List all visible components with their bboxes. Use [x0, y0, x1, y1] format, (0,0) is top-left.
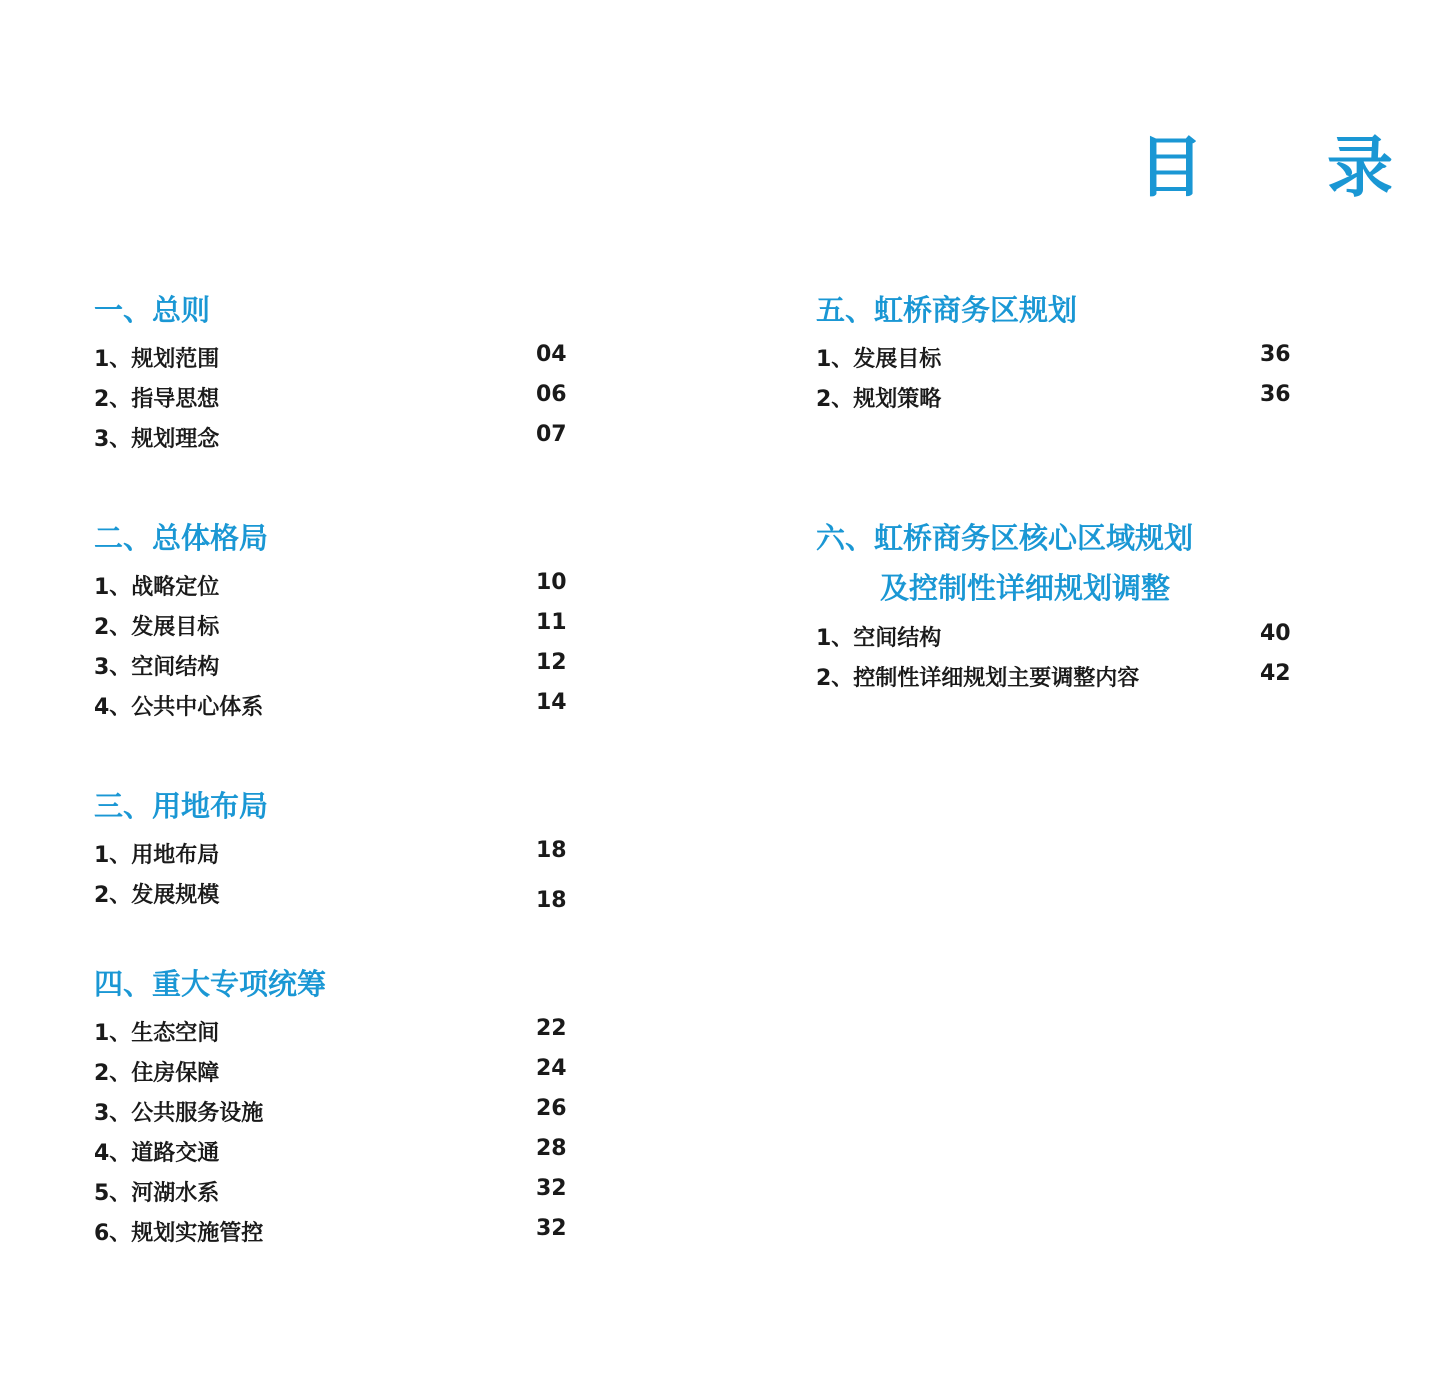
toc-entry-page: 28 [536, 1136, 567, 1161]
toc-entry-label: 3、空间结构 [94, 655, 220, 680]
toc-list [94, 570, 567, 733]
toc-entry-page: 14 [536, 690, 567, 715]
toc-entry-label: 1、空间结构 [816, 626, 942, 651]
toc-entry-label: 3、公共服务设施 [94, 1101, 264, 1126]
toc-entry-page: 11 [536, 610, 567, 635]
toc-entry-page: 26 [536, 1096, 567, 1121]
toc-entry[interactable] [94, 342, 567, 385]
toc-entry[interactable] [94, 1136, 567, 1179]
toc-entry-page: 32 [536, 1216, 567, 1241]
toc-entry-label: 4、道路交通 [94, 1141, 220, 1166]
toc-entry-page: 07 [536, 422, 567, 447]
toc-entry-label: 2、指导思想 [94, 387, 220, 412]
toc-entry-label: 2、住房保障 [94, 1061, 220, 1086]
toc-entry-page: 12 [536, 650, 567, 675]
toc-entry[interactable] [816, 382, 1291, 425]
toc-list [94, 1016, 567, 1259]
toc-entry[interactable] [94, 610, 567, 653]
toc-section-1 [94, 292, 567, 465]
toc-entry-page: 18 [536, 888, 567, 913]
toc-entry-page: 10 [536, 570, 567, 595]
section-heading-continuation: 及控制性详细规划调整 [880, 571, 1171, 605]
toc-entry-label: 1、战略定位 [94, 575, 220, 600]
toc-entry[interactable] [816, 621, 1291, 664]
toc-entry-page: 36 [1260, 382, 1291, 407]
toc-entry[interactable] [94, 1016, 567, 1059]
toc-entry-label: 2、规划策略 [816, 387, 942, 412]
toc-entry[interactable] [94, 881, 567, 921]
section-heading-line: 六、虹桥商务区核心区域规划 [816, 521, 1194, 555]
toc-list [816, 342, 1291, 425]
toc-entry-label: 6、规划实施管控 [94, 1221, 264, 1246]
toc-entry-label: 2、发展规模 [94, 883, 220, 908]
toc-entry-page: 06 [536, 382, 567, 407]
toc-entry-page: 42 [1260, 661, 1291, 686]
toc-entry-label: 1、发展目标 [816, 347, 942, 372]
toc-entry-page: 24 [536, 1056, 567, 1081]
toc-entry-label: 4、公共中心体系 [94, 695, 264, 720]
toc-entry[interactable] [94, 1056, 567, 1099]
toc-entry-page: 36 [1260, 342, 1291, 367]
toc-entry[interactable] [816, 342, 1291, 385]
toc-entry[interactable] [94, 1096, 567, 1139]
toc-entry-page: 40 [1260, 621, 1291, 646]
toc-entry[interactable] [94, 1176, 567, 1219]
toc-section-4 [94, 966, 567, 1259]
toc-entry[interactable] [94, 690, 567, 733]
toc-list [94, 838, 567, 921]
toc-list [816, 621, 1291, 704]
section-heading: 一、总则 [94, 293, 211, 327]
page-title: 目 录 [1138, 129, 1443, 206]
toc-entry[interactable] [94, 650, 567, 693]
section-heading: 四、重大专项统筹 [94, 967, 327, 1001]
section-heading: 二、总体格局 [94, 521, 269, 555]
toc-section-3 [94, 788, 567, 921]
toc-entry[interactable] [94, 838, 567, 881]
section-heading: 三、用地布局 [94, 789, 269, 823]
toc-list [94, 342, 567, 465]
toc-entry[interactable] [94, 570, 567, 613]
toc-entry-page: 22 [536, 1016, 567, 1041]
toc-entry-page: 04 [536, 342, 567, 367]
toc-entry-label: 3、规划理念 [94, 427, 220, 452]
toc-entry[interactable] [816, 661, 1291, 704]
toc-entry-label: 5、河湖水系 [94, 1181, 220, 1206]
toc-entry[interactable] [94, 1216, 567, 1259]
toc-entry-label: 1、生态空间 [94, 1021, 220, 1046]
toc-entry-page: 32 [536, 1176, 567, 1201]
section-heading [816, 520, 1193, 606]
toc-entry-label: 1、用地布局 [94, 843, 220, 868]
section-heading: 五、虹桥商务区规划 [816, 293, 1078, 327]
toc-entry-label: 1、规划范围 [94, 347, 220, 372]
toc-entry-label: 2、发展目标 [94, 615, 220, 640]
toc-section-5 [816, 292, 1291, 425]
toc-entry[interactable] [94, 382, 567, 425]
toc-entry-page: 18 [536, 838, 567, 863]
toc-section-2 [94, 520, 567, 733]
toc-section-6 [816, 520, 1291, 704]
toc-entry[interactable] [94, 422, 567, 465]
toc-entry-label: 2、控制性详细规划主要调整内容 [816, 666, 1140, 691]
